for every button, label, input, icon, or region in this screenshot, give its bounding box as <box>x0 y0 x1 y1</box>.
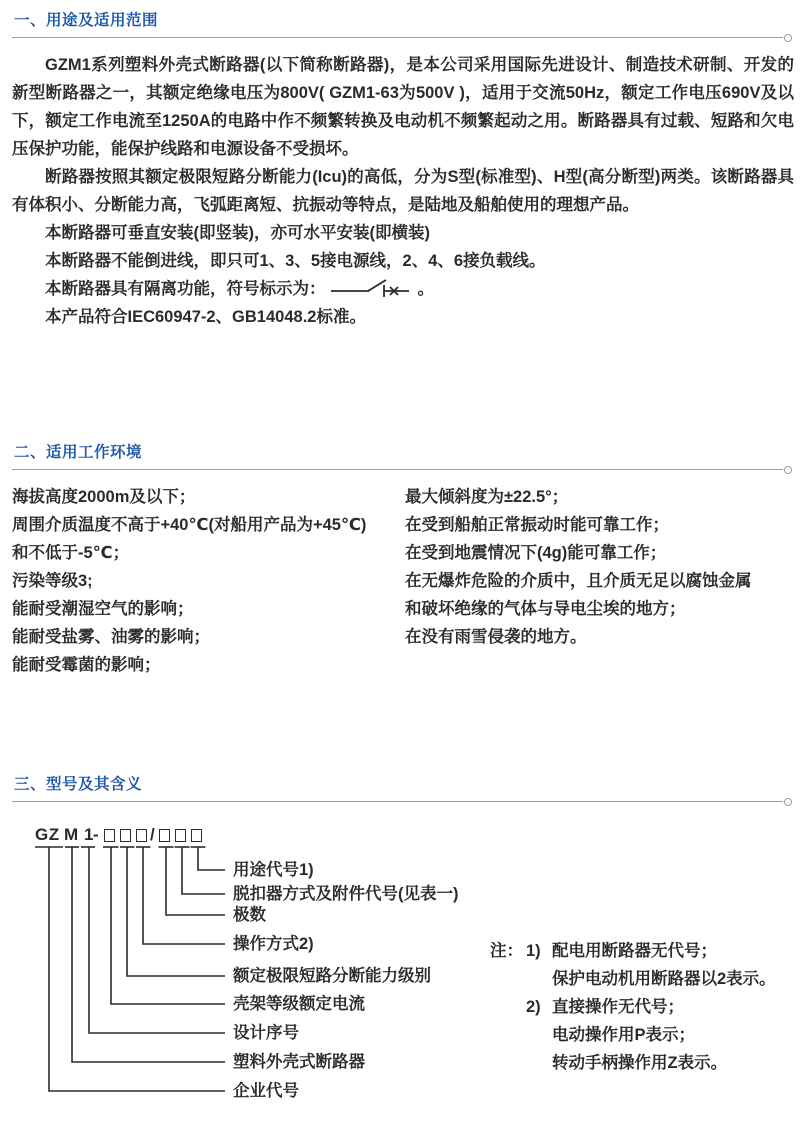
model-notes <box>490 937 776 1077</box>
paragraph-mounting: 本断路器可垂直安装(即竖装)，亦可水平安装(即横装) <box>45 224 430 242</box>
env-item-salt-fog: 能耐受盐雾、油雾的影响； <box>12 628 210 646</box>
model-box-operation-mode <box>136 829 147 842</box>
model-designation-diagram <box>32 825 794 1125</box>
rule-end-circle <box>784 466 792 474</box>
diagram-label-breaking-level: 额定极限短路分断能力级别 <box>233 967 431 985</box>
section-rule <box>12 469 783 470</box>
diagram-label-usage-code: 用途代号1) <box>233 861 314 879</box>
environment-right-column <box>405 483 794 679</box>
section-purpose <box>12 8 794 331</box>
env-item-temperature-min: 和不低于-5℃； <box>12 544 130 562</box>
isolation-text-end: 。 <box>417 280 434 298</box>
isolation-switch-symbol-icon <box>330 276 414 298</box>
note-2-number: 2) <box>526 998 541 1016</box>
model-box-usage-code <box>191 829 202 842</box>
diagram-label-mccb: 塑料外壳式断路器 <box>233 1053 365 1071</box>
env-item-earthquake: 在受到地震情况下(4g)能可靠工作； <box>405 544 667 562</box>
model-box-poles <box>159 829 170 842</box>
model-box-breaking-level <box>120 829 131 842</box>
section-model-designation <box>12 772 794 1125</box>
section-rule <box>12 801 783 802</box>
section-3-title: 三、型号及其含义 <box>14 776 143 793</box>
section-2-title: 二、适用工作环境 <box>14 444 143 461</box>
note-2-line-2: 电动操作用P表示； <box>552 1026 696 1044</box>
note-2-line-3: 转动手柄操作用Z表示。 <box>552 1054 728 1072</box>
diagram-label-enterprise-code: 企业代号 <box>233 1082 299 1100</box>
rule-end-circle <box>784 798 792 806</box>
diagram-label-poles: 极数 <box>233 906 266 924</box>
paragraph-intro: GZM1系列塑料外壳式断路器(以下简称断路器)，是本公司采用国际先进设计、制造技术研制、开发的新型断路器之一，其额定绝缘电压为800V( GZM1-63为500V )，适用于交流50Hz，额定工作电压690V及以下，额定工作电流至1250A的电路中作不频繁转换及电动机不频繁起动之用。断路器具有过载、短路和欠电压保护功能，能保护线路和电源设备不受损坏。 <box>12 56 794 158</box>
env-item-temperature-max: 周围介质温度不高于+40℃(对船用产品为+45℃) <box>12 516 367 534</box>
paragraph-isolation <box>12 275 794 303</box>
model-code-dash: - <box>93 825 100 844</box>
paragraph-standards: 本产品符合IEC60947-2、GB14048.2标准。 <box>45 308 366 326</box>
section-rule <box>12 37 783 38</box>
env-item-mould: 能耐受霉菌的影响； <box>12 656 161 674</box>
note-1-line-1: 配电用断路器无代号； <box>552 942 717 960</box>
env-item-non-explosive-2: 和破坏绝缘的气体与导电尘埃的地方； <box>405 600 686 618</box>
model-code-design-no: 1 <box>84 825 94 844</box>
env-item-non-explosive-1: 在无爆炸危险的介质中，且介质无足以腐蚀金属 <box>405 572 752 590</box>
section-environment <box>12 440 794 679</box>
model-code-m: M <box>64 825 79 844</box>
diagram-label-release-code: 脱扣器方式及附件代号(见表一) <box>233 885 459 903</box>
diagram-label-design-no: 设计序号 <box>233 1024 299 1042</box>
env-item-altitude: 海拔高度2000m及以下； <box>12 488 196 506</box>
paragraph-wiring: 本断路器不能倒进线，即只可1、3、5接电源线，2、4、6接负载线。 <box>45 252 546 270</box>
note-1-line-2: 保护电动机用断路器以2表示。 <box>552 970 776 988</box>
environment-left-column <box>12 483 405 679</box>
isolation-text: 本断路器具有隔离功能，符号标示为： <box>45 280 326 298</box>
notes-prefix: 注： <box>490 942 523 960</box>
section-1-title: 一、用途及适用范围 <box>14 12 159 29</box>
env-item-humidity: 能耐受潮湿空气的影响； <box>12 600 194 618</box>
model-box-release-code <box>175 829 186 842</box>
env-item-ship-vibration: 在受到船舶正常振动时能可靠工作； <box>405 516 669 534</box>
note-2-line-1: 直接操作无代号； <box>552 998 684 1016</box>
model-code-slash: / <box>150 825 156 844</box>
model-box-frame-current <box>104 829 115 842</box>
diagram-label-operation-mode: 操作方式2) <box>233 935 314 953</box>
diagram-label-frame-current: 壳架等级额定电流 <box>233 995 365 1013</box>
env-item-tilt: 最大倾斜度为±22.5°； <box>405 488 569 506</box>
paragraph-types: 断路器按照其额定极限短路分断能力(Icu)的高低，分为S型(标准型)、H型(高分断型)两类。该断路器具有体积小、分断能力高，飞弧距离短、抗振动等特点，是陆地及船舶使用的理想产品。 <box>12 168 794 214</box>
env-item-pollution: 污染等级3; <box>12 572 93 590</box>
note-1-number: 1) <box>526 942 541 960</box>
rule-end-circle <box>784 34 792 42</box>
env-item-no-rain-snow: 在没有雨雪侵袭的地方。 <box>405 628 587 646</box>
model-code-enterprise: GZ <box>35 825 60 844</box>
